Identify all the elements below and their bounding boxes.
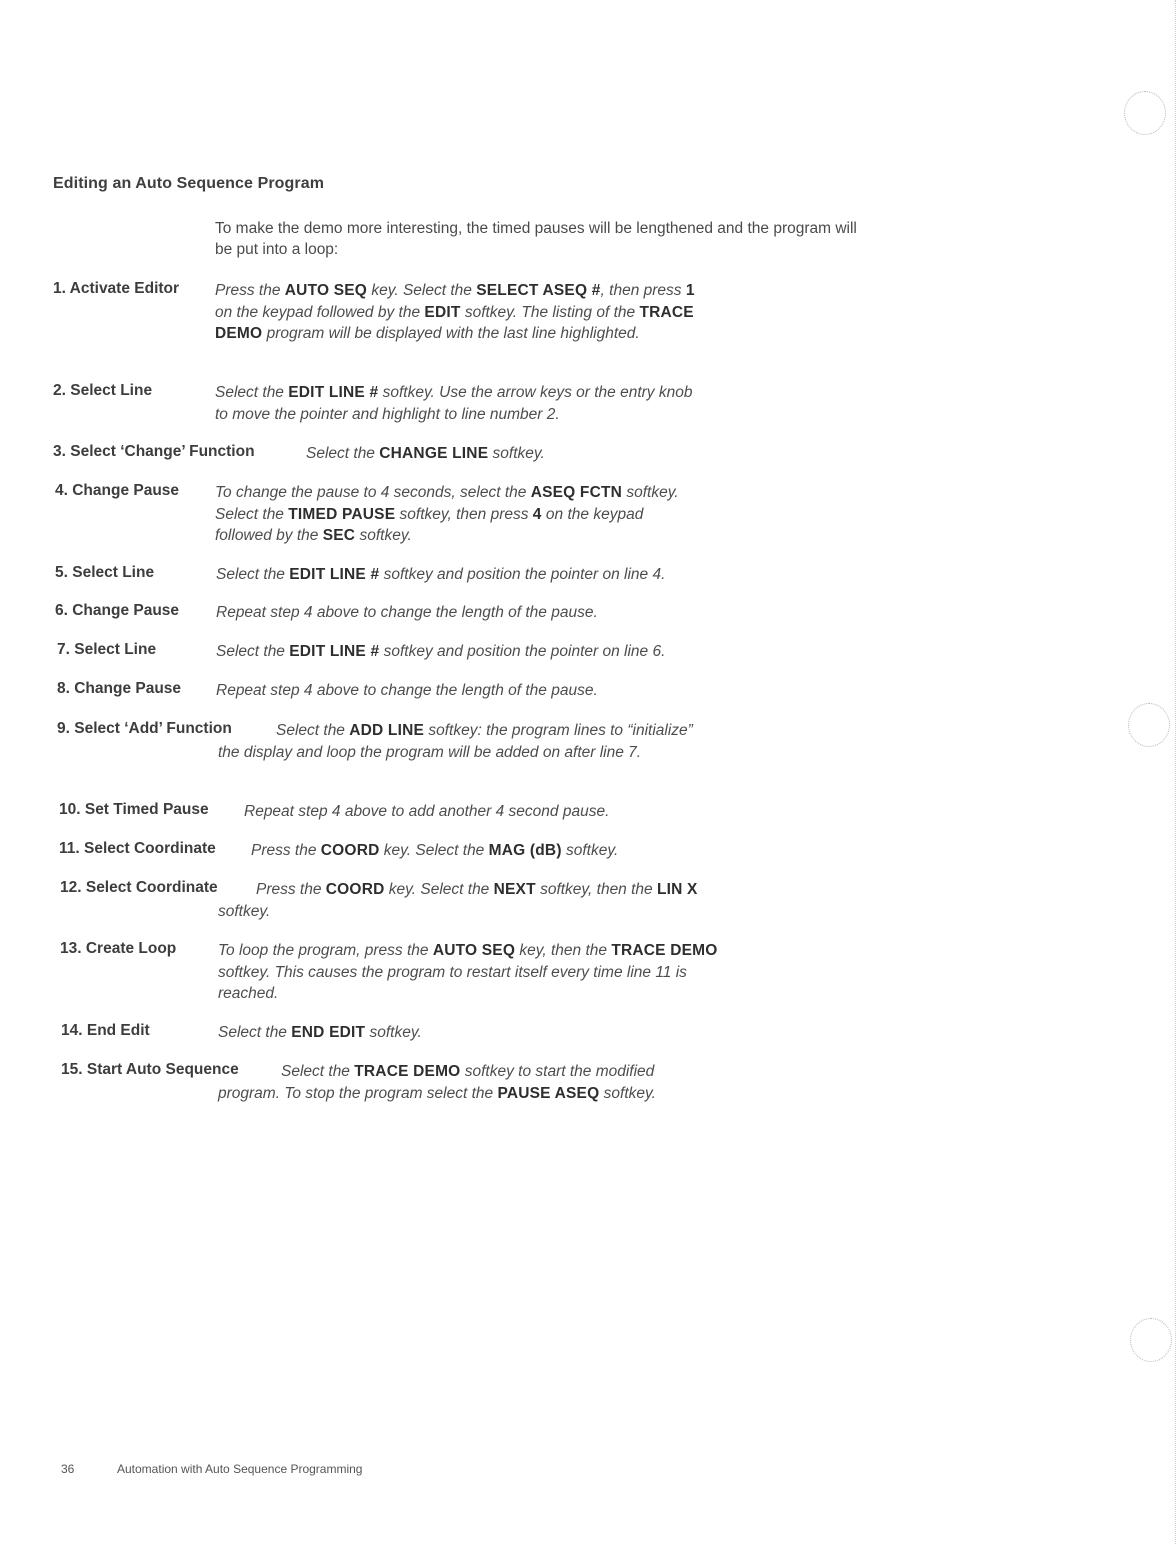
key-name: EDIT LINE # bbox=[288, 384, 379, 401]
intro-paragraph: To make the demo more interesting, the timed pauses will be lengthened and the program will be put into a loop: bbox=[215, 220, 857, 258]
key-name: MAG (dB) bbox=[488, 842, 562, 859]
step-text-segment: softkey, then press bbox=[395, 505, 533, 523]
step-text bbox=[218, 720, 718, 763]
step-text-segment: softkey to start the modified program. To stop the program select the bbox=[218, 1063, 655, 1102]
key-name: EDIT LINE # bbox=[289, 566, 380, 583]
step-text-segment: on the keypad followed by the bbox=[215, 505, 644, 544]
step-label: 1. Activate Editor bbox=[53, 280, 180, 297]
step-text bbox=[215, 280, 715, 345]
step-label: 15. Start Auto Sequence bbox=[61, 1061, 239, 1078]
step-text bbox=[218, 940, 728, 1005]
step-label: 5. Select Line bbox=[55, 564, 155, 581]
step-text bbox=[218, 1022, 718, 1044]
step-text-segment: softkey. The listing of the bbox=[460, 303, 640, 321]
step-text bbox=[244, 801, 744, 823]
step-text-segment: key. Select the bbox=[384, 881, 494, 898]
key-name: NEXT bbox=[493, 881, 536, 898]
step-text-segment: , then press bbox=[600, 282, 686, 299]
step-text-segment: softkey and position the pointer on line 6. bbox=[379, 643, 666, 660]
key-name: 1 bbox=[685, 282, 695, 299]
key-name: SEC bbox=[322, 527, 356, 544]
key-name: COORD bbox=[320, 842, 380, 859]
step-label: 9. Select ‘Add’ Function bbox=[57, 720, 232, 737]
step-text-segment: Select the bbox=[216, 566, 290, 583]
step-text-segment: softkey. Select the bbox=[215, 484, 679, 523]
step-text bbox=[306, 443, 706, 465]
step-text-segment: Repeat step 4 above to change the length of the pause. bbox=[216, 682, 598, 699]
step-text-segment: key, then the bbox=[515, 942, 612, 959]
key-name: END EDIT bbox=[291, 1024, 366, 1041]
step-text-segment: softkey and position the pointer on line 4. bbox=[379, 566, 666, 583]
key-name: TIMED PAUSE bbox=[288, 505, 396, 523]
step-label: 13. Create Loop bbox=[60, 940, 177, 957]
step-text-segment: Select the bbox=[306, 445, 380, 462]
binder-hole bbox=[1128, 703, 1170, 747]
step-text-segment: on the keypad followed by the bbox=[215, 303, 425, 321]
step-label: 11. Select Coordinate bbox=[59, 840, 216, 857]
key-name: EDIT bbox=[424, 303, 461, 321]
step-text-segment: softkey. bbox=[365, 1024, 422, 1041]
step-label: 10. Set Timed Pause bbox=[59, 801, 209, 818]
step-label: 3. Select ‘Change’ Function bbox=[53, 443, 255, 460]
step-text-segment: key. Select the bbox=[379, 842, 489, 859]
step-label: 8. Change Pause bbox=[57, 680, 182, 697]
step-text-segment: softkey: the program lines to “initialize” the display and loop the program will be added on after line 7. bbox=[218, 722, 693, 761]
step-text-segment: softkey. This causes the program to restart itself every time line 11 is reached. bbox=[218, 963, 687, 1002]
step-label: 4. Change Pause bbox=[55, 482, 180, 499]
key-name: PAUSE ASEQ bbox=[497, 1084, 600, 1102]
step-text bbox=[215, 382, 705, 425]
step-text-segment: Select the bbox=[276, 722, 350, 739]
key-name: EDIT LINE # bbox=[289, 643, 380, 660]
step-text-segment: To change the pause to 4 seconds, select the bbox=[215, 484, 531, 501]
key-name: ADD LINE bbox=[349, 722, 425, 739]
step-label: 7. Select Line bbox=[57, 641, 157, 658]
step-text-segment: program will be displayed with the last line highlighted. bbox=[262, 325, 640, 342]
binder-hole bbox=[1130, 1318, 1172, 1362]
step-text-segment: Select the bbox=[215, 384, 289, 401]
step-text bbox=[215, 482, 695, 547]
key-name: LIN X bbox=[656, 881, 698, 898]
step-text-segment: Repeat step 4 above to add another 4 second pause. bbox=[244, 803, 610, 820]
step-text-segment: Press the bbox=[256, 881, 326, 898]
step-text-segment: Select the bbox=[216, 643, 290, 660]
step-text-segment: Select the bbox=[281, 1063, 355, 1080]
key-name: 4 bbox=[532, 505, 542, 523]
key-name: CHANGE LINE bbox=[379, 445, 489, 462]
step-text-segment: softkey. bbox=[218, 902, 271, 920]
key-name: TRACE DEMO bbox=[354, 1063, 461, 1080]
step-text bbox=[216, 680, 736, 702]
binder-hole bbox=[1124, 91, 1166, 135]
step-text bbox=[218, 1061, 718, 1104]
key-name: AUTO SEQ bbox=[432, 942, 516, 959]
step-text bbox=[216, 641, 736, 663]
step-text-segment: key. Select the bbox=[367, 282, 477, 299]
step-text-segment: To loop the program, press the bbox=[218, 942, 433, 959]
key-name: TRACE DEMO bbox=[215, 303, 694, 342]
step-text bbox=[218, 879, 713, 922]
section-title: Editing an Auto Sequence Program bbox=[53, 175, 325, 192]
step-label: 6. Change Pause bbox=[55, 602, 180, 619]
step-text-segment: softkey. bbox=[599, 1084, 656, 1102]
step-text-segment: Select the bbox=[218, 1024, 292, 1041]
step-text-segment: softkey. Use the arrow keys or the entry knob to move the pointer and highlight to line number 2. bbox=[215, 384, 693, 423]
step-text-segment: softkey. bbox=[488, 445, 545, 462]
step-text-segment: Press the bbox=[251, 842, 321, 859]
key-name: COORD bbox=[325, 881, 385, 898]
step-text bbox=[216, 564, 736, 586]
key-name: TRACE DEMO bbox=[611, 942, 718, 959]
step-text-segment: softkey, then the bbox=[535, 881, 657, 898]
step-text-segment: Repeat step 4 above to change the length of the pause. bbox=[216, 604, 598, 621]
step-text-segment: Press the bbox=[215, 282, 285, 299]
step-label: 2. Select Line bbox=[53, 382, 153, 399]
step-text bbox=[251, 840, 751, 862]
footer-section-title: Automation with Auto Sequence Programming bbox=[117, 1462, 363, 1476]
key-name: ASEQ FCTN bbox=[530, 484, 623, 501]
step-text bbox=[216, 602, 736, 624]
step-label: 12. Select Coordinate bbox=[60, 879, 218, 896]
step-text-segment: softkey. bbox=[355, 527, 412, 544]
key-name: SELECT ASEQ # bbox=[476, 282, 601, 299]
step-label: 14. End Edit bbox=[61, 1022, 150, 1039]
step-text-segment: softkey. bbox=[561, 842, 619, 859]
page-number: 36 bbox=[61, 1462, 75, 1476]
key-name: AUTO SEQ bbox=[284, 282, 368, 299]
